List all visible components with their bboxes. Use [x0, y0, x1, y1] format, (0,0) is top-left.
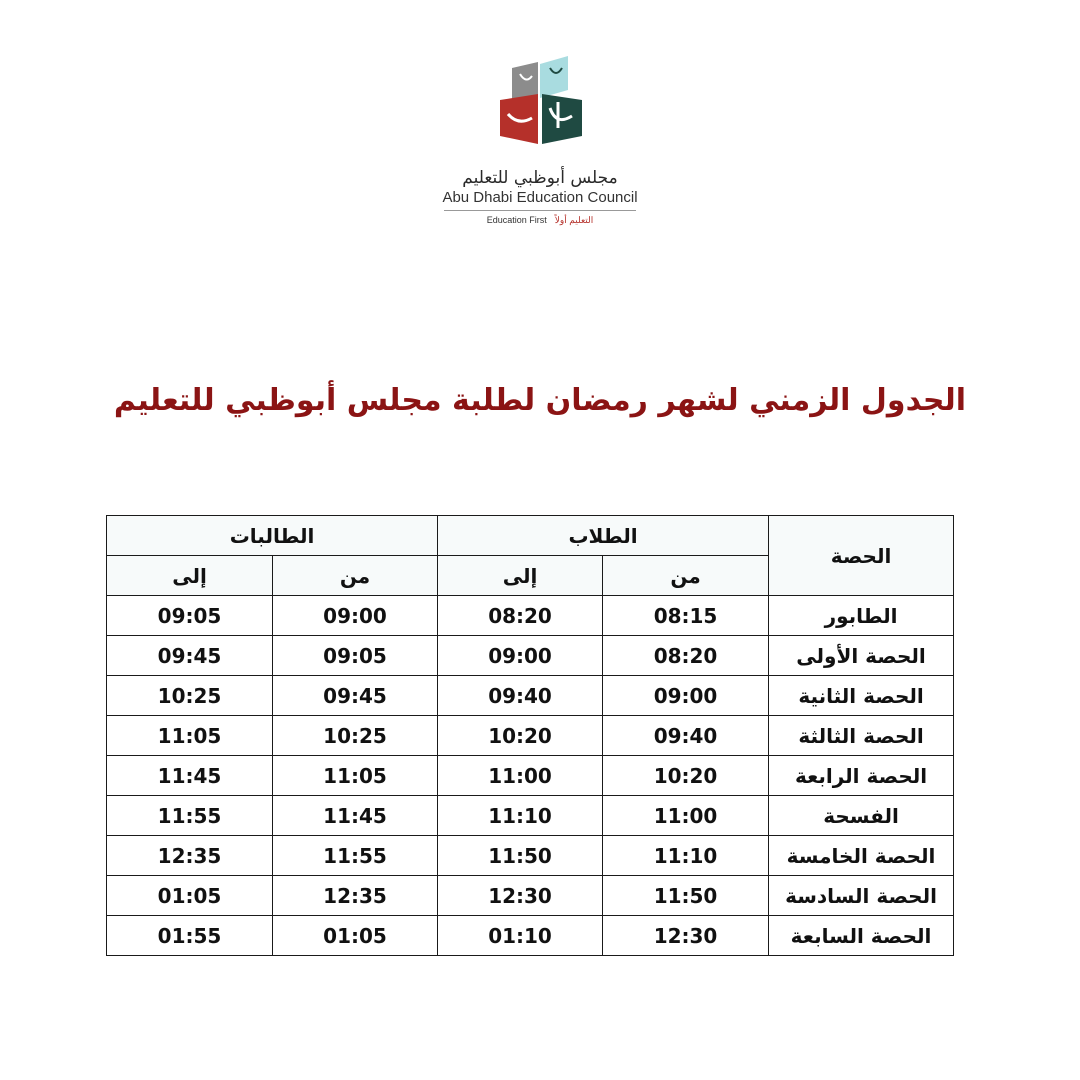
boys-to-cell: 11:10: [438, 796, 603, 836]
girls-from-cell: 11:55: [273, 836, 438, 876]
boys-to-cell: 08:20: [438, 596, 603, 636]
logo-divider: [444, 210, 636, 211]
boys-from-cell: 11:10: [603, 836, 769, 876]
table-row: [107, 636, 954, 676]
boys-from-cell: 10:20: [603, 756, 769, 796]
girls-to-cell: 09:45: [107, 636, 273, 676]
boys-from-cell: 12:30: [603, 916, 769, 956]
period-cell: الحصة الثالثة: [769, 716, 954, 756]
table-row: [107, 836, 954, 876]
logo-tagline: [440, 214, 640, 226]
header-group-girls: الطالبات: [107, 516, 438, 556]
boys-from-cell: 08:15: [603, 596, 769, 636]
period-cell: الحصة الرابعة: [769, 756, 954, 796]
period-cell: الحصة السادسة: [769, 876, 954, 916]
girls-to-cell: 09:05: [107, 596, 273, 636]
header-period: الحصة: [769, 516, 954, 596]
boys-to-cell: 10:20: [438, 716, 603, 756]
period-cell: الحصة الثانية: [769, 676, 954, 716]
girls-to-cell: 11:55: [107, 796, 273, 836]
header-girls-to: إلى: [107, 556, 273, 596]
girls-from-cell: 01:05: [273, 916, 438, 956]
header-boys-to: إلى: [438, 556, 603, 596]
table-row: [107, 716, 954, 756]
table-row: [107, 676, 954, 716]
logo-name-english: Abu Dhabi Education Council: [442, 189, 638, 206]
table-row: [107, 756, 954, 796]
header-group-boys: الطلاب: [438, 516, 769, 556]
adec-book-emblem-icon: [498, 56, 584, 152]
girls-to-cell: 10:25: [107, 676, 273, 716]
boys-from-cell: 11:00: [603, 796, 769, 836]
boys-to-cell: 12:30: [438, 876, 603, 916]
schedule-table-container: [106, 515, 953, 956]
girls-from-cell: 11:45: [273, 796, 438, 836]
ramadan-schedule-table: [106, 515, 954, 956]
girls-from-cell: 12:35: [273, 876, 438, 916]
table-row: [107, 596, 954, 636]
period-cell: الفسحة: [769, 796, 954, 836]
page-title: الجدول الزمني لشهر رمضان لطلبة مجلس أبوظبي للتعليم: [113, 383, 967, 418]
boys-from-cell: 09:40: [603, 716, 769, 756]
girls-from-cell: 09:05: [273, 636, 438, 676]
boys-to-cell: 11:50: [438, 836, 603, 876]
period-cell: الطابور: [769, 596, 954, 636]
girls-from-cell: 10:25: [273, 716, 438, 756]
boys-to-cell: 09:40: [438, 676, 603, 716]
boys-to-cell: 09:00: [438, 636, 603, 676]
girls-from-cell: 09:45: [273, 676, 438, 716]
logo-name-arabic: مجلس أبوظبي للتعليم: [462, 168, 618, 188]
girls-to-cell: 12:35: [107, 836, 273, 876]
logo-tagline-arabic: التعليم أولاً: [554, 215, 594, 225]
girls-from-cell: 09:00: [273, 596, 438, 636]
boys-from-cell: 09:00: [603, 676, 769, 716]
girls-to-cell: 11:05: [107, 716, 273, 756]
table-row: [107, 916, 954, 956]
girls-from-cell: 11:05: [273, 756, 438, 796]
girls-to-cell: 01:55: [107, 916, 273, 956]
adec-logo: [440, 56, 640, 231]
schedule-body: [107, 596, 954, 956]
period-cell: الحصة الخامسة: [769, 836, 954, 876]
header-boys-from: من: [603, 556, 769, 596]
boys-from-cell: 11:50: [603, 876, 769, 916]
period-cell: الحصة السابعة: [769, 916, 954, 956]
table-row: [107, 876, 954, 916]
header-girls-from: من: [273, 556, 438, 596]
girls-to-cell: 01:05: [107, 876, 273, 916]
girls-to-cell: 11:45: [107, 756, 273, 796]
boys-to-cell: 01:10: [438, 916, 603, 956]
table-row: [107, 796, 954, 836]
logo-tagline-english: Education First: [486, 215, 547, 225]
boys-to-cell: 11:00: [438, 756, 603, 796]
boys-from-cell: 08:20: [603, 636, 769, 676]
period-cell: الحصة الأولى: [769, 636, 954, 676]
